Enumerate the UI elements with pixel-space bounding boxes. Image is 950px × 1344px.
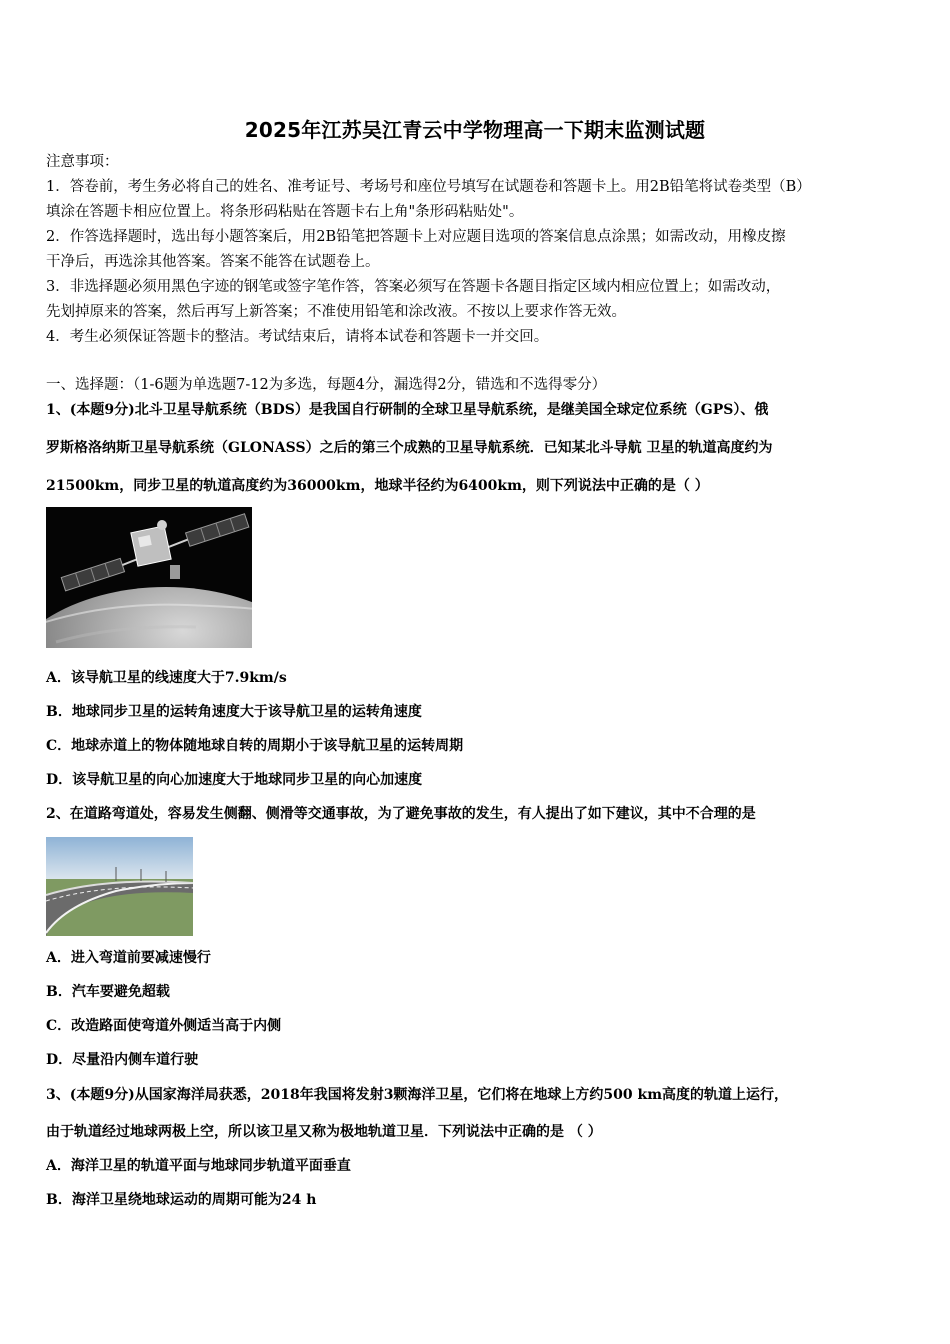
option-d: D．尽量沿内侧车道行驶 — [46, 1052, 199, 1068]
option-a: A．海洋卫星的轨道平面与地球同步轨道平面垂直 — [46, 1158, 351, 1174]
option-b: B．海洋卫星绕地球运动的周期可能为24 h — [46, 1192, 317, 1208]
question-1-stem: 1、(本题9分)北斗卫星导航系统（BDS）是我国自行研制的全球卫星导航系统，是继美国全球定位系统（GPS）、俄 — [46, 402, 769, 418]
satellite-illustration — [46, 507, 252, 648]
notice-line: 1．答卷前，考生务必将自己的姓名、准考证号、考场号和座位号填写在试题卷和答题卡上。用2B铅笔将试卷类型（B） — [46, 179, 811, 195]
option-a: A．进入弯道前要减速慢行 — [46, 950, 211, 966]
question-1-stem: 罗斯格洛纳斯卫星导航系统（GLONASS）之后的第三个成熟的卫星导航系统．已知某北斗导航 卫星的轨道高度约为 — [46, 440, 773, 456]
question-2-stem: 2、在道路弯道处，容易发生侧翻、侧滑等交通事故，为了避免事故的发生，有人提出了如下建议，其中不合理的是 — [46, 806, 756, 822]
question-3-stem: 由于轨道经过地球两极上空，所以该卫星又称为极地轨道卫星．下列说法中正确的是 （ ） — [46, 1124, 602, 1140]
notice-line: 先划掉原来的答案，然后再写上新答案；不准使用铅笔和涂改液。不按以上要求作答无效。 — [46, 304, 626, 320]
question-3-stem: 3、(本题9分)从国家海洋局获悉，2018年我国将发射3颗海洋卫星，它们将在地球上方约500 km高度的轨道上运行， — [46, 1087, 789, 1103]
notice-line: 4．考生必须保证答题卡的整洁。考试结束后，请将本试卷和答题卡一并交回。 — [46, 329, 549, 345]
option-a: A．该导航卫星的线速度大于7.9km/s — [46, 670, 287, 686]
curved-road-image — [46, 837, 193, 936]
notice-heading: 注意事项： — [46, 154, 119, 170]
notice-line: 2．作答选择题时，选出每小题答案后，用2B铅笔把答题卡上对应题目选项的答案信息点涂黑；如需改动，用橡皮擦 — [46, 229, 786, 245]
option-c: C．地球赤道上的物体随地球自转的周期小于该导航卫星的运转周期 — [46, 738, 464, 754]
option-d: D．该导航卫星的向心加速度大于地球同步卫星的向心加速度 — [46, 772, 423, 788]
option-b: B．汽车要避免超载 — [46, 984, 170, 1000]
satellite-image — [46, 507, 252, 648]
page-title: 2025年江苏吴江青云中学物理高一下期末监测试题 — [244, 118, 706, 142]
section-heading: 一、选择题：（1-6题为单选题7-12为多选，每题4分，漏选得2分，错选和不选得零分） — [46, 377, 607, 393]
question-1-stem: 21500km，同步卫星的轨道高度约为36000km，地球半径约为6400km，则下列说法中正确的是（ ） — [46, 478, 709, 494]
notice-line: 填涂在答题卡相应位置上。将条形码粘贴在答题卡右上角"条形码粘贴处"。 — [46, 204, 524, 220]
curved-road-illustration — [46, 837, 193, 936]
notice-line: 干净后，再选涂其他答案。答案不能答在试题卷上。 — [46, 254, 380, 270]
option-b: B．地球同步卫星的运转角速度大于该导航卫星的运转角速度 — [46, 704, 422, 720]
option-c: C．改造路面使弯道外侧适当高于内侧 — [46, 1018, 282, 1034]
notice-line: 3．非选择题必须用黑色字迹的钢笔或签字笔作答，答案必须写在答题卡各题目指定区域内相应位置上；如需改动， — [46, 279, 781, 295]
